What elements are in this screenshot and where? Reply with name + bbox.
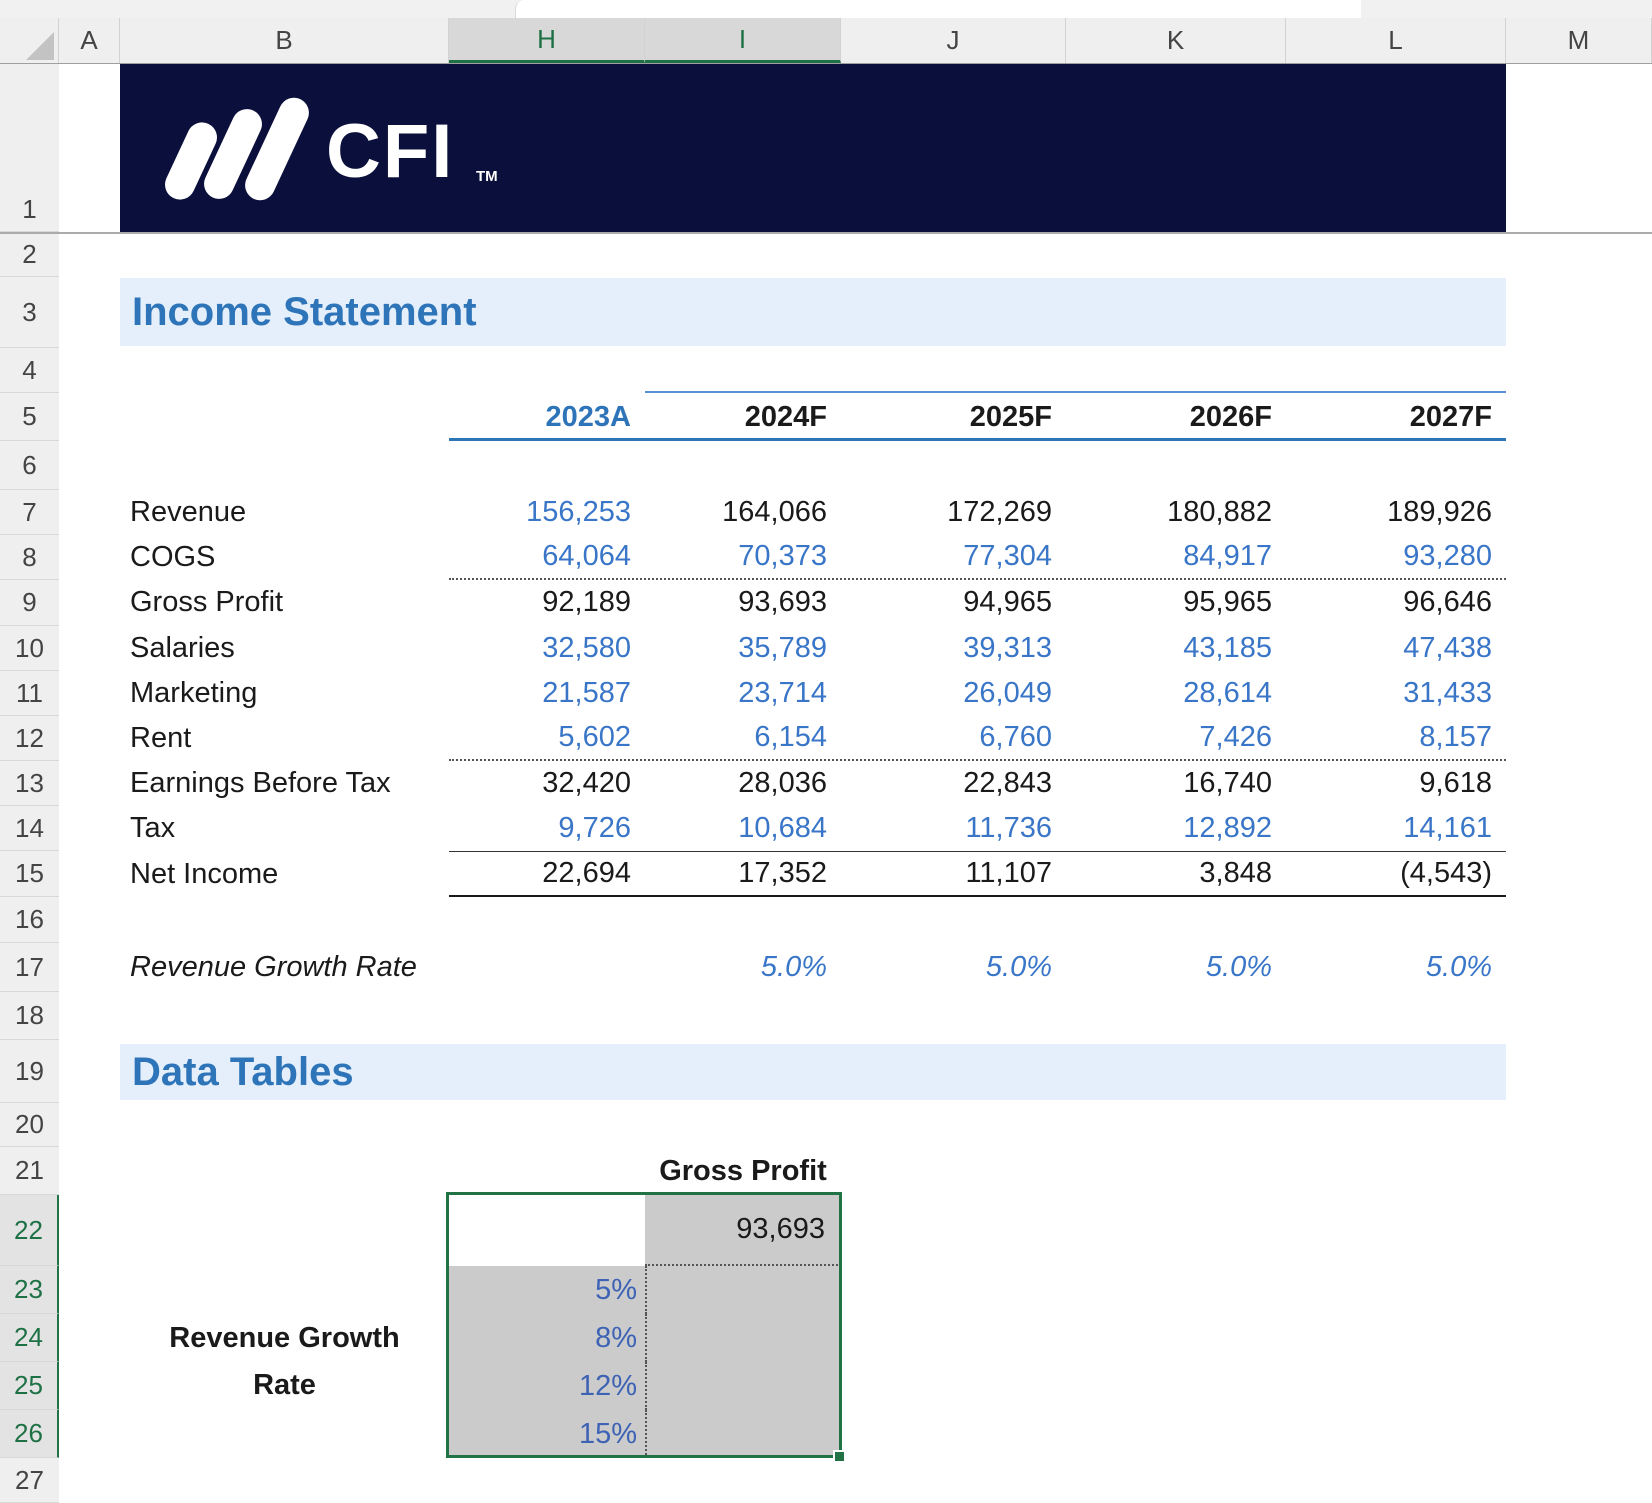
value-cell[interactable]: 93,693 <box>738 586 827 619</box>
row-header-8[interactable]: 8 <box>0 535 59 580</box>
select-all-corner[interactable] <box>0 18 59 63</box>
logo-trademark: TM <box>476 168 498 185</box>
value-cell[interactable]: 21,587 <box>542 676 631 709</box>
row-values <box>449 852 1506 897</box>
value-cell[interactable]: 6,154 <box>754 721 827 754</box>
year-header-2025F[interactable]: 2025F <box>969 400 1052 433</box>
value-cell[interactable]: 12,892 <box>1183 811 1272 844</box>
value-cell[interactable]: 22,694 <box>542 856 631 889</box>
row-header-15[interactable]: 15 <box>0 851 59 897</box>
row-header-20[interactable]: 20 <box>0 1103 59 1147</box>
income-row-revenue <box>120 490 1506 535</box>
value-cell[interactable]: 43,185 <box>1183 631 1272 664</box>
column-header-B[interactable]: B <box>120 18 449 63</box>
year-header-underline <box>449 438 1506 441</box>
row-header-2[interactable]: 2 <box>0 232 59 277</box>
value-cell[interactable]: 28,036 <box>738 767 827 800</box>
pane-divider <box>0 232 1652 234</box>
formula-bar-edge <box>515 0 1361 18</box>
row-label-cell[interactable]: Salaries <box>130 631 235 664</box>
row-values <box>449 671 1506 716</box>
column-header-J[interactable]: J <box>841 18 1066 63</box>
row-header-25[interactable]: 25 <box>0 1362 59 1410</box>
value-cell[interactable]: 14,161 <box>1403 811 1492 844</box>
row-values <box>449 761 1506 806</box>
row-label-cell[interactable]: COGS <box>130 541 216 574</box>
value-cell[interactable]: 26,049 <box>963 676 1052 709</box>
column-header-M[interactable]: M <box>1506 18 1652 63</box>
row-values <box>449 535 1506 580</box>
row-header-18[interactable]: 18 <box>0 992 59 1040</box>
value-cell[interactable]: 47,438 <box>1403 631 1492 664</box>
row-header-21[interactable]: 21 <box>0 1147 59 1195</box>
value-cell[interactable]: 96,646 <box>1403 586 1492 619</box>
row-label-cell[interactable]: Revenue <box>130 496 247 529</box>
growth-rate-value-cell[interactable]: 5.0% <box>1205 951 1272 983</box>
data-table-rate-cell[interactable]: 8% <box>449 1314 645 1362</box>
data-table-result-cell[interactable] <box>645 1410 841 1458</box>
data-table-corner-cell[interactable] <box>449 1195 645 1266</box>
data-tables-section-band <box>120 1044 1506 1100</box>
cfi-brand-banner <box>120 64 1506 232</box>
value-cell[interactable]: 164,066 <box>722 496 827 529</box>
value-cell[interactable]: 6,760 <box>979 721 1052 754</box>
row-header-11[interactable]: 11 <box>0 671 59 716</box>
row-header-1[interactable]: 1 <box>0 64 59 232</box>
value-cell[interactable]: 95,965 <box>1183 586 1272 619</box>
row-header-19[interactable]: 19 <box>0 1040 59 1103</box>
value-cell[interactable]: 84,917 <box>1183 540 1272 573</box>
column-header-L[interactable]: L <box>1286 18 1506 63</box>
value-cell[interactable]: 10,684 <box>738 811 827 844</box>
column-header-A[interactable]: A <box>59 18 120 63</box>
value-cell[interactable]: 11,736 <box>965 811 1052 844</box>
year-header-2027F[interactable]: 2027F <box>1409 400 1492 433</box>
row-header-16[interactable]: 16 <box>0 897 59 943</box>
year-header-2026F[interactable]: 2026F <box>1189 400 1272 433</box>
row-values <box>449 716 1506 761</box>
row-header-17[interactable]: 17 <box>0 943 59 992</box>
data-table-result-cell[interactable] <box>645 1314 841 1362</box>
value-cell[interactable]: 5,602 <box>558 721 631 754</box>
income-row-rent <box>120 716 1506 761</box>
row-header-23[interactable]: 23 <box>0 1266 59 1314</box>
data-table-rate-cell[interactable]: 12% <box>449 1362 645 1410</box>
value-cell[interactable]: 9,726 <box>558 811 631 844</box>
income-row-cogs <box>120 535 1506 580</box>
value-cell[interactable]: 8,157 <box>1419 721 1492 754</box>
value-cell[interactable]: 22,843 <box>963 767 1052 800</box>
growth-rate-value-cell[interactable]: 5.0% <box>985 951 1052 983</box>
row-label-cell[interactable]: Tax <box>130 812 176 845</box>
income-statement-title: Income Statement <box>132 289 477 334</box>
value-cell[interactable]: 70,373 <box>738 540 827 573</box>
row-header-22[interactable]: 22 <box>0 1195 59 1266</box>
data-table-output-cell[interactable]: 93,693 <box>645 1195 841 1266</box>
gross-profit-table-header[interactable]: Gross Profit <box>659 1154 827 1187</box>
row-header-3[interactable]: 3 <box>0 277 59 348</box>
row-label-cell[interactable]: Marketing <box>130 676 258 709</box>
row-headers <box>0 64 59 1495</box>
row-values <box>449 806 1506 851</box>
row-values <box>449 580 1506 625</box>
revenue-growth-rate-axis-label: Revenue Growth Rate <box>169 1322 400 1401</box>
row-label-cell[interactable]: Earnings Before Tax <box>130 767 391 800</box>
value-cell[interactable]: 94,965 <box>963 586 1052 619</box>
value-cell[interactable]: 28,614 <box>1183 676 1272 709</box>
value-cell[interactable]: 23,714 <box>738 676 827 709</box>
value-cell[interactable]: 17,352 <box>738 856 827 889</box>
value-cell[interactable]: 3,848 <box>1199 856 1272 889</box>
column-header-I[interactable]: I <box>645 18 841 63</box>
value-cell[interactable]: 7,426 <box>1199 721 1272 754</box>
year-header-row <box>120 393 1506 441</box>
column-headers <box>0 18 1652 64</box>
data-tables-title: Data Tables <box>132 1049 354 1094</box>
row-label-cell[interactable]: Net Income <box>130 857 279 890</box>
row-values <box>449 626 1506 671</box>
value-cell[interactable]: 156,253 <box>526 496 631 529</box>
income-statement-section-band <box>120 278 1506 346</box>
row-header-5[interactable]: 5 <box>0 393 59 441</box>
growth-rate-value-cell[interactable]: 5.0% <box>1425 951 1492 983</box>
row-header-6[interactable]: 6 <box>0 441 59 490</box>
value-cell[interactable]: 31,433 <box>1403 676 1492 709</box>
growth-rate-label-cell[interactable]: Revenue Growth Rate <box>130 951 417 983</box>
value-cell[interactable]: 35,789 <box>738 631 827 664</box>
row-header-27[interactable]: 27 <box>0 1458 59 1503</box>
income-row-net-income <box>120 852 1506 897</box>
data-table-rate-cell[interactable]: 5% <box>449 1266 645 1314</box>
income-row-gross-profit <box>120 580 1506 625</box>
data-table-result-cell[interactable] <box>645 1266 841 1314</box>
row-header-12[interactable]: 12 <box>0 716 59 761</box>
select-all-triangle-icon <box>26 32 54 60</box>
row-header-10[interactable]: 10 <box>0 626 59 671</box>
value-cell[interactable]: 172,269 <box>947 496 1052 529</box>
year-header-spacer <box>120 393 449 441</box>
value-cell[interactable]: 32,580 <box>542 631 631 664</box>
row-header-24[interactable]: 24 <box>0 1314 59 1362</box>
value-cell[interactable]: 189,926 <box>1387 496 1492 529</box>
data-table-result-cell[interactable] <box>645 1362 841 1410</box>
income-row-earnings-before-tax <box>120 761 1506 806</box>
value-cell[interactable]: 77,304 <box>963 540 1052 573</box>
empty-cell[interactable] <box>449 943 645 992</box>
value-cell[interactable]: 39,313 <box>963 631 1052 664</box>
year-header-2023A[interactable]: 2023A <box>545 400 631 433</box>
value-cell[interactable]: 32,420 <box>542 767 631 800</box>
data-table-rate-cell[interactable]: 15% <box>449 1410 645 1458</box>
year-header-2024F[interactable]: 2024F <box>744 400 827 433</box>
row-header-4[interactable]: 4 <box>0 348 59 393</box>
growth-rate-value-cell[interactable]: 5.0% <box>760 951 827 983</box>
row-header-7[interactable]: 7 <box>0 490 59 535</box>
income-row-tax <box>120 806 1506 851</box>
value-cell[interactable]: (4,543) <box>1400 856 1492 889</box>
gross-profit-data-table <box>449 1195 841 1458</box>
row-header-9[interactable]: 9 <box>0 580 59 626</box>
value-cell[interactable]: 11,107 <box>965 856 1052 889</box>
value-cell[interactable]: 180,882 <box>1167 496 1272 529</box>
income-row-marketing <box>120 671 1506 716</box>
row-header-14[interactable]: 14 <box>0 806 59 851</box>
row-header-26[interactable]: 26 <box>0 1410 59 1458</box>
logo-text: CFI <box>326 109 455 194</box>
value-cell[interactable]: 93,280 <box>1403 540 1492 573</box>
column-header-H[interactable]: H <box>449 18 645 63</box>
row-header-13[interactable]: 13 <box>0 761 59 806</box>
row-label-cell[interactable]: Gross Profit <box>130 586 284 619</box>
value-cell[interactable]: 64,064 <box>542 540 631 573</box>
value-cell[interactable]: 16,740 <box>1183 767 1272 800</box>
income-row-salaries <box>120 626 1506 671</box>
revenue-growth-rate-row <box>120 943 1506 992</box>
cfi-logo-icon <box>144 64 564 232</box>
formula-bar-strip <box>0 0 1652 18</box>
fill-handle[interactable] <box>833 1450 846 1463</box>
income-statement-table <box>120 490 1506 897</box>
row-values <box>449 490 1506 535</box>
column-header-K[interactable]: K <box>1066 18 1286 63</box>
row-label-cell[interactable]: Rent <box>130 722 192 755</box>
value-cell[interactable]: 92,189 <box>542 586 631 619</box>
value-cell[interactable]: 9,618 <box>1419 767 1492 800</box>
